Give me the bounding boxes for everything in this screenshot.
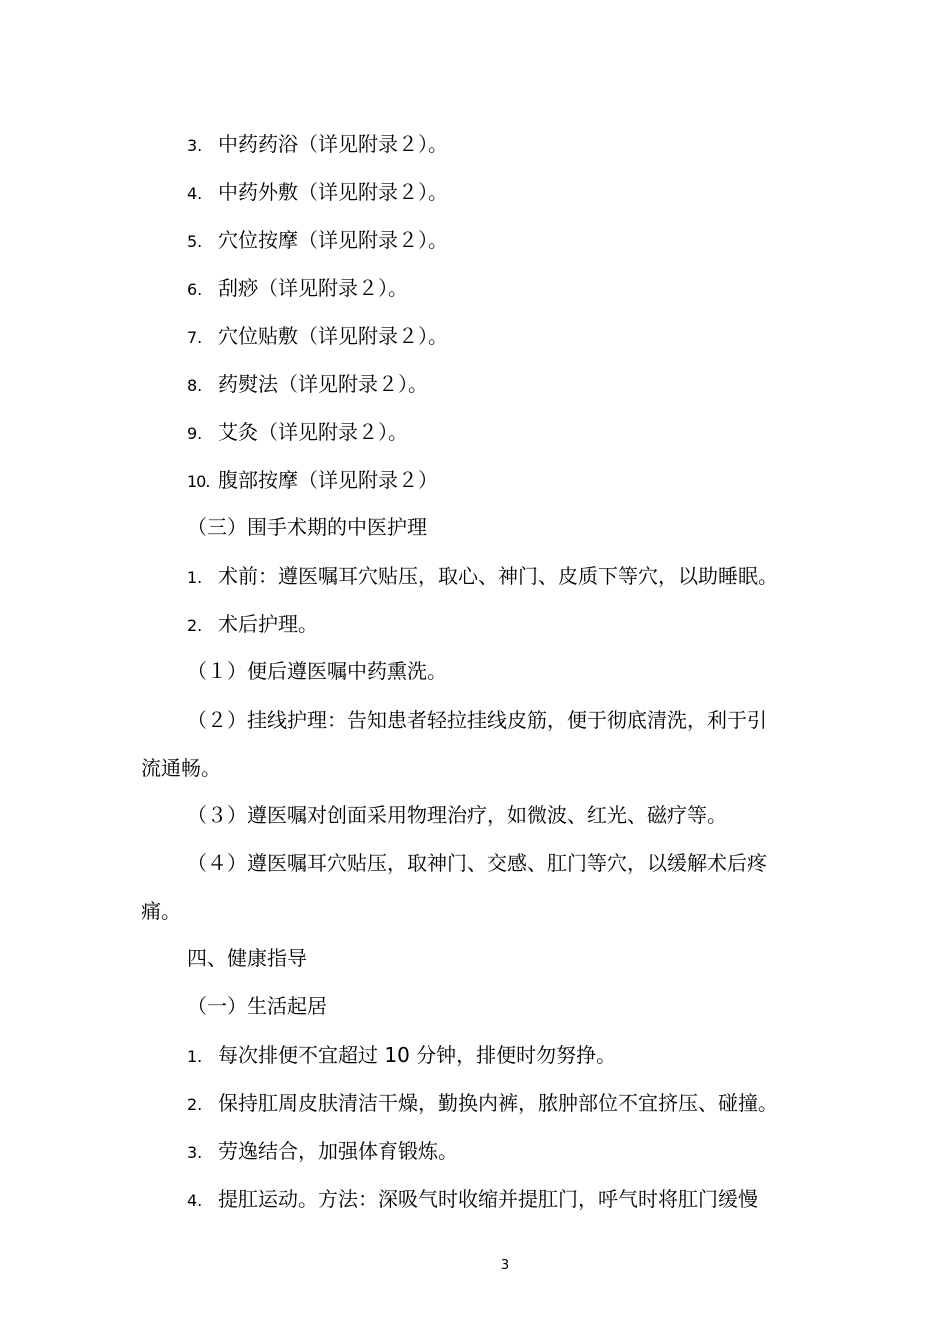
sub-item-continuation: 流通畅。 bbox=[141, 756, 221, 780]
list-number: 1. bbox=[187, 568, 203, 587]
list-item bbox=[187, 1043, 616, 1069]
list-item bbox=[187, 180, 448, 206]
list-text: 术后护理。 bbox=[218, 612, 318, 636]
list-item bbox=[187, 1091, 778, 1117]
list-item bbox=[187, 468, 438, 494]
list-item bbox=[187, 1139, 458, 1165]
list-number: 4. bbox=[187, 184, 203, 203]
list-number: 2. bbox=[187, 1095, 203, 1114]
list-text: 中药药浴（详见附录２）。 bbox=[218, 132, 448, 156]
list-text: 中药外敷（详见附录２）。 bbox=[218, 180, 448, 204]
list-text: 刮痧（详见附录２）。 bbox=[218, 276, 408, 300]
list-item bbox=[187, 276, 408, 302]
list-text: 穴位按摩（详见附录２）。 bbox=[218, 228, 448, 252]
list-number: 10. bbox=[187, 472, 210, 491]
page-number: 3 bbox=[500, 1258, 510, 1273]
section-heading: 四、健康指导 bbox=[187, 946, 307, 970]
sub-item: （１）便后遵医嘱中药熏洗。 bbox=[187, 659, 447, 683]
list-text: 术前：遵医嘱耳穴贴压，取心、神门、皮质下等穴，以助睡眠。 bbox=[218, 564, 778, 588]
list-number: 1. bbox=[187, 1047, 203, 1066]
list-number: 5. bbox=[187, 232, 203, 251]
list-number: 9. bbox=[187, 424, 203, 443]
section-heading: （三）围手术期的中医护理 bbox=[187, 515, 427, 539]
list-number: 3. bbox=[187, 136, 203, 155]
list-text: 每次排便不宜超过 10 分钟，排便时勿努挣。 bbox=[218, 1043, 617, 1067]
list-text: 穴位贴敷（详见附录２）。 bbox=[218, 324, 448, 348]
list-text: 提肛运动。方法：深吸气时收缩并提肛门，呼气时将肛门缓慢 bbox=[218, 1187, 758, 1211]
list-item bbox=[187, 372, 428, 398]
sub-item: （４）遵医嘱耳穴贴压，取神门、交感、肛门等穴，以缓解术后疼 bbox=[187, 851, 767, 875]
list-text: 保持肛周皮肤清洁干燥，勤换内裤，脓肿部位不宜挤压、碰撞。 bbox=[218, 1091, 778, 1115]
list-text: 劳逸结合，加强体育锻炼。 bbox=[218, 1139, 458, 1163]
list-number: 4. bbox=[187, 1191, 203, 1210]
list-item bbox=[187, 228, 448, 254]
list-number: 2. bbox=[187, 616, 203, 635]
sub-item: （２）挂线护理：告知患者轻拉挂线皮筋，便于彻底清洗，利于引 bbox=[187, 708, 767, 732]
sub-item-continuation: 痛。 bbox=[141, 899, 181, 923]
list-text: 艾灸（详见附录２）。 bbox=[218, 420, 408, 444]
list-item bbox=[187, 1187, 758, 1213]
sub-item: （３）遵医嘱对创面采用物理治疗，如微波、红光、磁疗等。 bbox=[187, 803, 727, 827]
list-number: 8. bbox=[187, 376, 203, 395]
list-item bbox=[187, 324, 448, 350]
list-item bbox=[187, 612, 318, 638]
list-item bbox=[187, 564, 778, 590]
list-number: 3. bbox=[187, 1143, 203, 1162]
list-text: 腹部按摩（详见附录２） bbox=[218, 468, 438, 492]
list-item bbox=[187, 132, 448, 158]
list-text: 药熨法（详见附录２）。 bbox=[218, 372, 428, 396]
list-number: 7. bbox=[187, 328, 203, 347]
list-number: 6. bbox=[187, 280, 203, 299]
subsection-heading: （一）生活起居 bbox=[187, 994, 327, 1018]
list-item bbox=[187, 420, 408, 446]
